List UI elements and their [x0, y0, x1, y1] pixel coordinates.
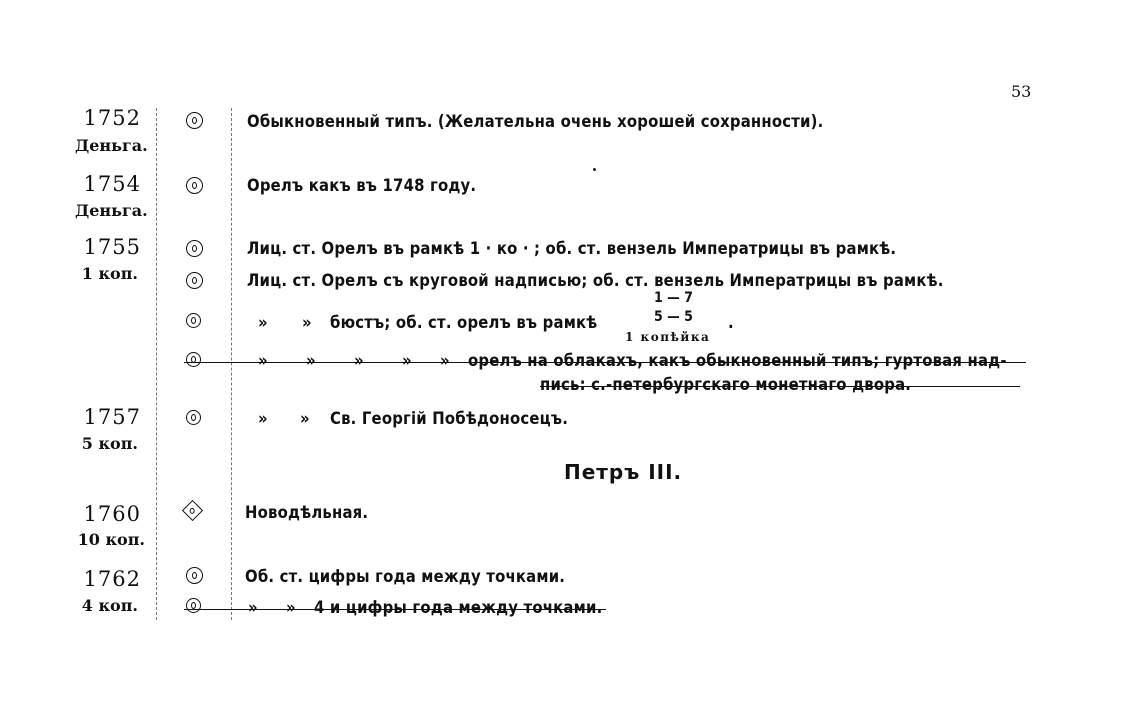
entry-year: 1752 — [83, 106, 141, 130]
strikethrough-line — [184, 609, 606, 610]
entry-denomination: 5 коп. — [81, 434, 138, 453]
ditto-mark: » — [248, 598, 258, 617]
ink-speck — [593, 168, 596, 171]
rarity-circle-icon — [186, 410, 201, 425]
entry-denomination: 4 коп. — [81, 596, 138, 615]
fraction-top: 1 — 7 — [654, 290, 693, 306]
rarity-circle-icon — [186, 313, 201, 328]
ditto-mark: » — [258, 351, 268, 370]
rarity-circle-icon — [186, 240, 203, 257]
rarity-circle-icon — [186, 272, 203, 289]
rarity-diamond-icon — [182, 500, 203, 521]
left-column-divider — [156, 108, 157, 620]
rarity-circle-icon — [186, 567, 203, 584]
entry-year: 1757 — [83, 405, 141, 429]
rarity-circle-icon — [186, 112, 203, 129]
entry-denomination: 10 коп. — [77, 530, 145, 549]
entry-description: орелъ на облакахъ, какъ обыкновенный типъ; гуртовая над- — [468, 351, 1007, 370]
entry-description: бюстъ; об. ст. орелъ въ рамкѣ — [330, 313, 598, 332]
ditto-mark: » — [440, 351, 450, 370]
entry-description: 4 и цифры года между точками. — [314, 598, 603, 617]
ditto-mark: » — [258, 409, 268, 428]
rarity-circle-icon — [186, 177, 203, 194]
ditto-mark: » — [300, 409, 310, 428]
entry-denomination: Деньга. — [75, 201, 148, 220]
entry-denomination: Деньга. — [75, 136, 148, 155]
entry-year: 1760 — [83, 502, 141, 526]
page-number: 53 — [1011, 82, 1032, 101]
ditto-mark: » — [286, 598, 296, 617]
rarity-circle-icon — [186, 352, 201, 367]
strikethrough-line — [540, 386, 1020, 387]
ditto-mark: » — [306, 351, 316, 370]
entry-year: 1762 — [83, 567, 141, 591]
entry-denomination: 1 коп. — [81, 264, 138, 283]
entry-description: Лиц. ст. Орелъ съ круговой надписью; об. ст. вензель Императрицы въ рамкѣ. — [247, 271, 944, 290]
ditto-mark: » — [302, 313, 312, 332]
entry-year: 1754 — [83, 172, 141, 196]
entry-description: пись: с.-петербургскаго монетнаго двора. — [540, 375, 912, 394]
strikethrough-line — [184, 362, 1026, 363]
period: . — [728, 313, 734, 332]
entry-description: Об. ст. цифры года между точками. — [245, 567, 566, 586]
fraction-caption: 1 копѣйка — [625, 330, 711, 344]
section-heading: Петръ III. — [564, 460, 683, 484]
entry-description: Новодѣльная. — [245, 503, 369, 522]
entry-description: Обыкновенный типъ. (Желательна очень хорошей сохранности). — [247, 112, 824, 131]
entry-description: Лиц. ст. Орелъ въ рамкѣ 1 · ко · ; об. ст. вензель Императрицы въ рамкѣ. — [247, 239, 897, 258]
fraction-bottom: 5 — 5 — [654, 309, 693, 325]
ditto-mark: » — [402, 351, 412, 370]
rarity-circle-icon — [186, 598, 201, 613]
entry-description: Св. Георгій Побѣдоносецъ. — [330, 409, 569, 428]
right-column-divider — [231, 108, 232, 620]
ditto-mark: » — [258, 313, 268, 332]
entry-year: 1755 — [83, 235, 141, 259]
ditto-mark: » — [354, 351, 364, 370]
entry-description: Орелъ какъ въ 1748 году. — [247, 176, 477, 195]
